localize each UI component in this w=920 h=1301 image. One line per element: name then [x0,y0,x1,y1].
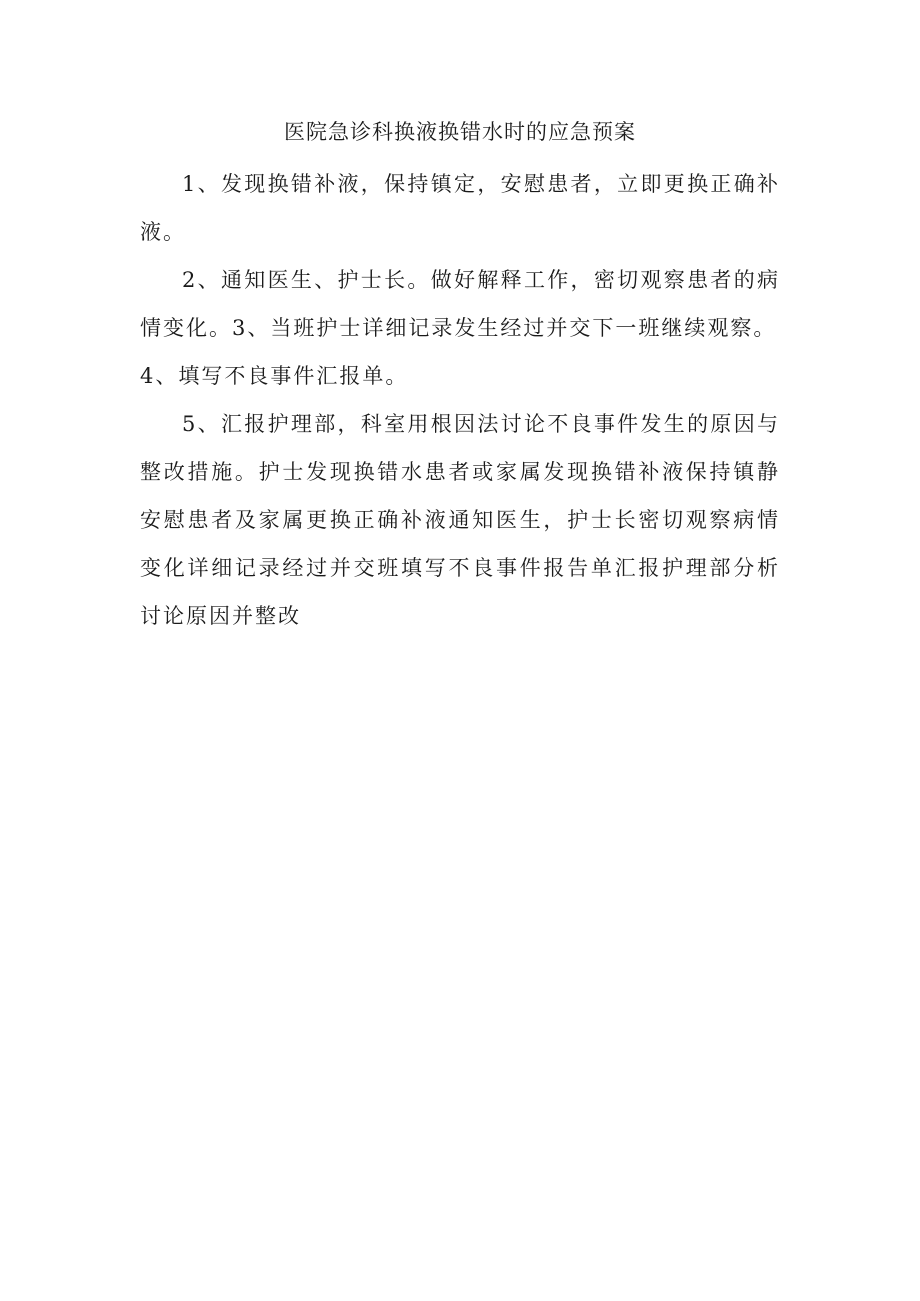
paragraph-4: 5、汇报护理部，科室用根因法讨论不良事件发生的原因与整改措施。护士发现换错水患者或家属发现换错补液保持镇静安慰患者及家属更换正确补液通知医生，护士长密切观察病情变化详细记录经过并交班填写不良事件报告单汇报护理部分析讨论原因并整改 [140,412,780,628]
document-body [140,112,780,640]
paragraph-2: 2、通知医生、护士长。做好解释工作，密切观察患者的病情变化。3、当班护士详细记录发生经过并交下一班继续观察。 [140,268,780,340]
paragraph-1: 1、发现换错补液，保持镇定，安慰患者，立即更换正确补液。 [140,172,780,244]
paragraph-3: 4、填写不良事件汇报单。 [140,364,409,388]
document-title: 医院急诊科换液换错水时的应急预案 [284,120,636,144]
